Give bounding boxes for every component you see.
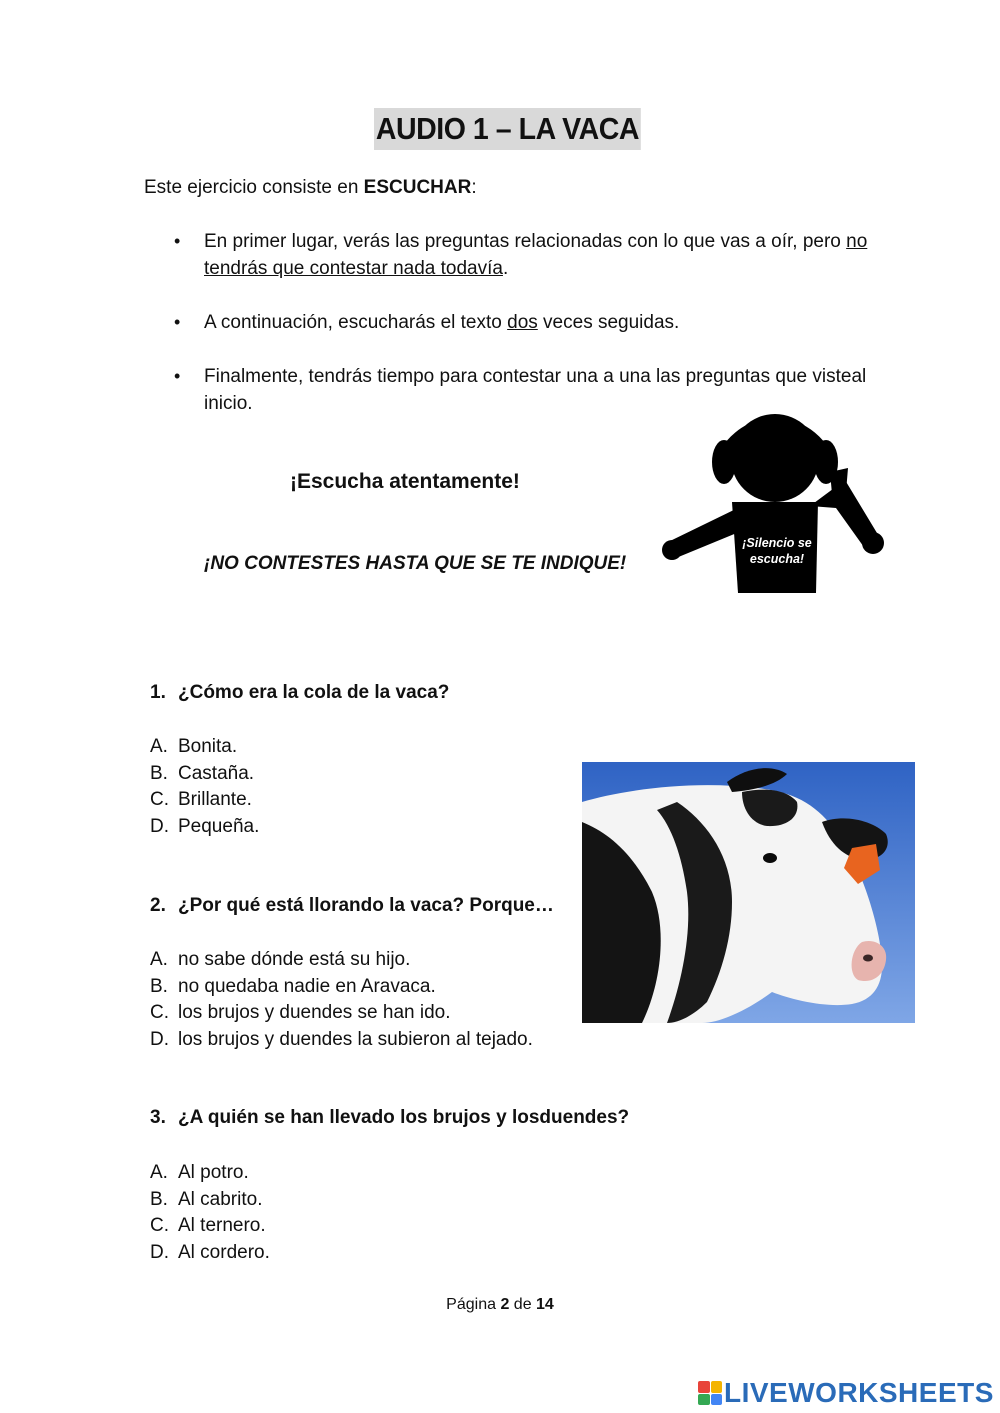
total-pages: 14 bbox=[536, 1296, 554, 1313]
answer-option[interactable]: C. Al ternero. bbox=[150, 1215, 266, 1236]
intro-suffix: : bbox=[471, 177, 477, 198]
cow-photo bbox=[582, 762, 915, 1023]
intro-prefix: Este ejercicio consiste en bbox=[144, 177, 364, 198]
instruction-item: • Finalmente, tendrás tiempo para contestar una a una las preguntas que visteal inicio. bbox=[174, 363, 874, 417]
answer-option[interactable]: A. Bonita. bbox=[150, 736, 238, 757]
question-3: 3. ¿A quién se han llevado los brujos y losduendes? bbox=[150, 1107, 630, 1128]
answer-option[interactable]: C. Brillante. bbox=[150, 789, 252, 810]
page-footer: Página 2 de 14 bbox=[446, 1296, 554, 1313]
headphones-listener-icon bbox=[660, 410, 890, 600]
current-page: 2 bbox=[500, 1296, 510, 1313]
question-2-options bbox=[150, 947, 533, 1053]
answer-option[interactable]: C. los brujos y duendes se han ido. bbox=[150, 1002, 451, 1023]
answer-option[interactable]: B. Al cabrito. bbox=[150, 1188, 263, 1210]
answer-option[interactable]: B. no quedaba nadie en Aravaca. bbox=[150, 975, 436, 997]
headphones-badge-line1: ¡Silencio se bbox=[742, 536, 812, 550]
warning-text: ¡NO CONTESTES HASTA QUE SE TE INDIQUE! bbox=[204, 553, 627, 574]
page-title: AUDIO 1 – LA VACA bbox=[374, 108, 641, 150]
listen-heading: ¡Escucha atentamente! bbox=[290, 470, 520, 493]
brand-name: LIVEWORKSHEETS bbox=[724, 1377, 994, 1408]
headphones-badge-line2: escucha! bbox=[749, 552, 805, 566]
answer-option[interactable]: A. Al potro. bbox=[150, 1162, 249, 1183]
intro-text bbox=[144, 174, 477, 201]
question-1-options bbox=[150, 734, 259, 840]
liveworksheets-logo-icon bbox=[698, 1381, 722, 1405]
intro-bold: ESCUCHAR bbox=[363, 177, 472, 198]
instruction-item: • A continuación, escucharás el texto dos veces seguidas. bbox=[174, 309, 874, 336]
answer-option[interactable]: B. Castaña. bbox=[150, 762, 255, 784]
instruction-item: • En primer lugar, verás las preguntas relacionadas con lo que vas a oír, pero no tendrás que contestar nada todavía. bbox=[174, 228, 874, 282]
question-3-options bbox=[150, 1160, 270, 1266]
liveworksheets-logo bbox=[698, 1376, 994, 1410]
answer-option[interactable]: D. Al cordero. bbox=[150, 1241, 270, 1263]
question-1: 1. ¿Cómo era la cola de la vaca? bbox=[150, 682, 450, 703]
answer-option[interactable]: A. no sabe dónde está su hijo. bbox=[150, 949, 411, 970]
answer-option[interactable]: D. los brujos y duendes la subieron al tejado. bbox=[150, 1028, 533, 1050]
question-2: 2. ¿Por qué está llorando la vaca? Porque… bbox=[150, 895, 554, 916]
answer-option[interactable]: D. Pequeña. bbox=[150, 815, 260, 837]
